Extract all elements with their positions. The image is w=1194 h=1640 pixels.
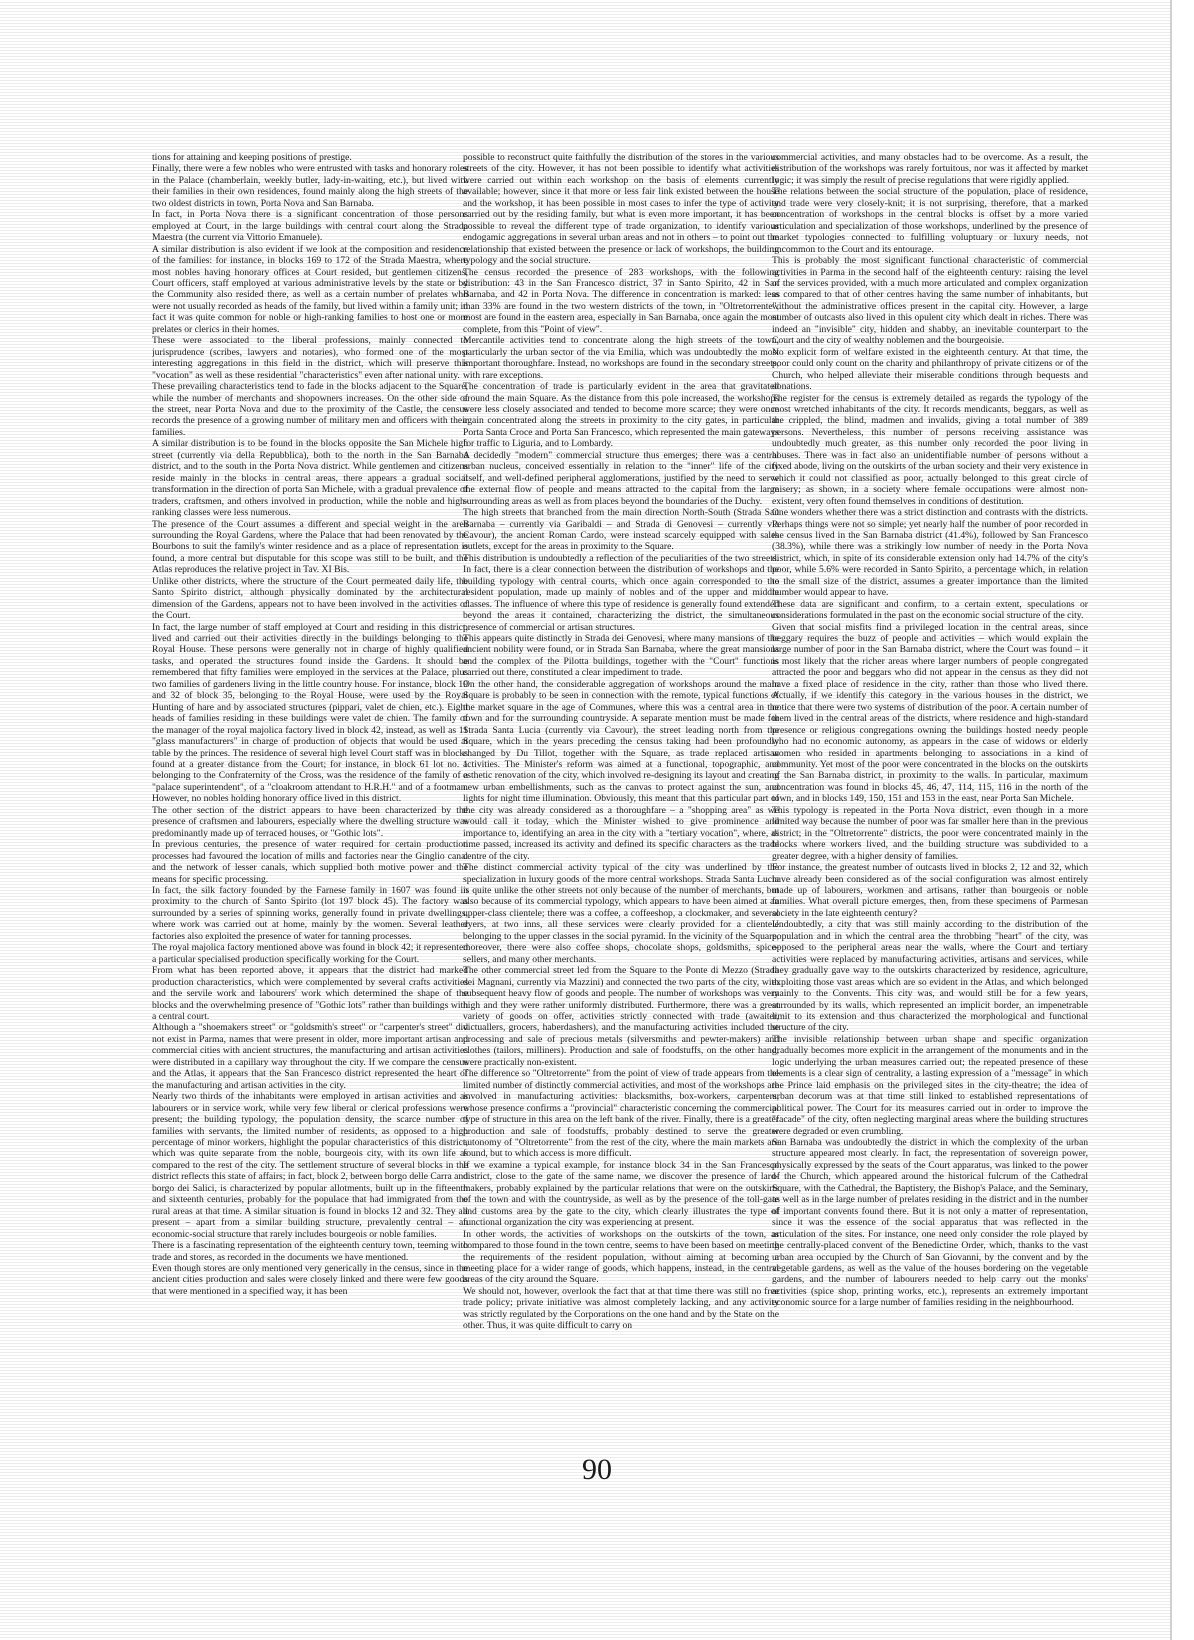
paragraph: This appears quite distinctly in Strada dei Genovesi, where many mansions of the ancient nobility were found, or in Strada San Barnaba, where the great mansions and the complex of the Pilotta buildings, together with the "Court" functions carried out there, constituted a clear impediment to trade. bbox=[463, 633, 779, 679]
paragraph: Even though stores are only mentioned very generically in the census, since in the ancient cities production and sales were closely linked and there were few goods that were mentioned in a specified way, it has been bbox=[152, 1262, 468, 1297]
paragraph: Undoubtedly, a city that was still mainly according to the distribution of the population and in which the central area the throbbing "heart" of the city, was opposed to the peripheral areas near the walls, where the Court and tertiary activities were replaced by manufacturing activities, artisans and services, while they gradually gave way to the outskirts characterized by residence, agriculture, exploiting those vast areas which are so evident in the Atlas, and which belonged mainly to the Convents. This city was, and would still be for a few years, surrounded by its walls, which represented an implicit border, an impenetrable limit to its extension and thus characterized the morphological and functional structure of the city. bbox=[772, 919, 1088, 1034]
paragraph: The other section of the district appears to have been characterized by the presence of craftsmen and labourers, especially where the dwelling structure was predominantly made up of terraced houses, or "Gothic lots". bbox=[152, 804, 468, 839]
paragraph: These data are significant and confirm, to a certain extent, speculations or considerations formulated in the past on the economic social structure of the city. bbox=[772, 598, 1088, 622]
paragraph: A similar distribution is also evident if we look at the composition and residence of the families: for instance, in blocks 169 to 172 of the Strada Maestra, where most nobles having honorary offices at Court resided, but gentlemen citizens, Court officers, staff employed at various administrative levels by the state or by the Community also resided there, as well as a certain number of prelates who were not usually recorded as heads of the family, but lived within a family unit; in fact it was quite common for noble or high-ranking families to host one or more prelates or clerics in their homes. bbox=[152, 243, 468, 335]
paragraph: A decidedly "modern" commercial structure thus emerges; there was a central urban nucleus, conceived essentially in relation to the "inner" life of the city itself, and well-defined peripheral agglomerations, justified by the need to serve the external flow of people and means attracted to the capital from the large surrounding areas as well as from places beyond the boundaries of the Duchy. bbox=[463, 449, 779, 507]
paragraph: A similar distribution is to be found in the blocks opposite the San Michele high street (currently via della Repubblica), both to the north in the San Barnaba district, and to the south in the Porta Nova district. While gentlemen and citizens reside mainly in the blocks in central areas, there appears a gradual social transformation in the direction of porta San Michele, with a gradual prevalence of traders, craftsmen, and others involved in production, while the noble and high-ranking classes were less numerous. bbox=[152, 438, 468, 519]
paragraph: This is probably the most significant functional characteristic of commercial activities in Parma in the second half of the eighteenth century: raising the level of the services provided, with a much more articulated and complex organization as compared to that of other centres having the same number of inhabitants, but without the administrative offices present in the capital city. However, a large number of outcasts also lived in this opulent city which dealt in riches. There was indeed an "invisible" city, hidden and shabby, an inevitable counterpart to the Court and the city of wealthy noblemen and the bourgeoisie. bbox=[772, 255, 1088, 347]
page-edge bbox=[1170, 0, 1194, 1640]
paragraph: In fact, in Porta Nova there is a significant concentration of those persons employed at Court, in the large buildings with central court along the Strada Maestra (the current via Vittorio Emanuele). bbox=[152, 209, 468, 244]
paragraph: One wonders whether there was a strict distinction and contrasts with the districts. Perhaps things were not so simple; yet nearly half the number of poor recorded in the census lived in the San Barnaba district (41.4%), followed by San Francesco (38.3%), while there was a strikingly low number of needy in the Porta Nova district, which, in spite of its considerable extension only had 14.7% of the city's poor, while 5.6% were recorded in Santo Spirito, a percentage which, in relation to the small size of the district, assumes a greater importance than the limited number would appear to have. bbox=[772, 507, 1088, 599]
paragraph: This typology is repeated in the Porta Nova district, even though in a more limited way because the number of poor was far smaller here than in the previous district; in the "Oltretorrente" districts, the poor were concentrated mainly in the blocks where workers lived, and the building structure was subdivided to a greater degree, with a higher density of families. bbox=[772, 804, 1088, 862]
paragraph: Given that social misfits find a privileged location in the central areas, since beggary requires the buzz of people and activities – which would explain the large number of poor in the San Barnaba district, where the Court was found – it is most likely that the richer areas where larger numbers of people congregated attracted the poor and beggars who did not appear in the census as they did not have a fixed place of residence in the city, rather than those who lived there. Actually, if we identify this category in the various houses in the district, we notice that there were two systems of distribution of the poor. A certain number of them lived in the central areas of the districts, where residence and high-standard presence or religious congregations owning the buildings hosted needy people who had no economic autonomy, as appears in the case of widows or elderly women who resided in apartments belonging to associations in a kind of community. Yet most of the poor were concentrated in the blocks on the outskirts of the San Barnaba district, in proximity to the walls. In particular, maximum concentration was found in blocks 45, 46, 47, 114, 115, 116 in the north of the town, and in blocks 149, 150, 151 and 153 in the east, near Porta San Michele. bbox=[772, 621, 1088, 805]
paragraph: San Barnaba was undoubtedly the district in which the complexity of the urban structure appeared most clearly. In fact, the representation of sovereign power, physically expressed by the seats of the Court apparatus, was linked to the power of the Church, which appeared around the historical fulcrum of the Cathedral Square, with the Cathedral, the Baptistery, the Bishop's Palace, and the Seminary, as well as in the large number of prelates residing in the district and in the number of important convents found there. But it is not only a matter of representation, since it was the essence of the social apparatus that was reflected in the articulation of the sites. For instance, one need only consider the role played by the centrally-placed convent of the Benedictine Order, which, thanks to the vast urban area occupied by the Church of San Giovanni, by the convent and by the vegetable gardens, as well as the value of the houses bordering on the vegetable gardens, and the number of labourers needed to help carry out the monks' activities (spice shop, printing works, etc.), represents an extremely important economic source for a large number of families residing in the neighbourhood. bbox=[772, 1136, 1088, 1309]
paragraph: The presence of the Court assumes a different and special weight in the area surrounding the Royal Gardens, where the Palace that had been renovated by the Bourbons to suit the family's winter residence and as a place of representation is found, a more central but disputable for this scope was still to be built, and the Atlas reproduces the relative project in Tav. XI Bis. bbox=[152, 518, 468, 576]
paragraph: Unlike other districts, where the structure of the Court permeated daily life, the Santo Spirito district, although physically dominated by the architectural dimension of the Gardens, appears not to have been involved in the activities of the Court. bbox=[152, 575, 468, 622]
paragraph: The invisible relationship between urban shape and specific organization gradually becomes more explicit in the arrangement of the monuments and in the logic underlying the urban measures carried out; the repeated presence of these elements is a clear sign of centrality, a lasting expression of a "message" in which the Prince laid emphasis on the privileged sites in the city-theatre; the idea of urban decorum was at that time still linked to established representations of political power. The Court for its measures carried out in order to improve the "facade" of the city, often neglecting marginal areas where the building structures were degraded or even crumbling. bbox=[772, 1033, 1088, 1137]
paragraph: The concentration of trade is particularly evident in the area that gravitated around the main Square. As the distance from this pole increased, the workshops were less closely associated and tended to become more scarce; they were once again concentrated along the streets in proximity to the city gates, in particular Porta Santa Croce and Porta San Francesco, which represented the main gateways for traffic to Liguria, and to Lombardy. bbox=[463, 381, 779, 450]
paragraph: Nearly two thirds of the inhabitants were employed in artisan activities and as labourers or in service work, while very few liberal or clerical professions were present; the building typology, the population density, the scarce number of families with servants, the limited number of residents, as opposed to a high percentage of minor workers, highlight the popular characteristics of this district, which was quite separate from the noble, bourgeois city, with its own life as compared to the rest of the city. The settlement structure of several blocks in the district reflects this state of affairs; in fact, block 2, between borgo delle Carra and borgo dei Salici, is characterized by popular allotments, built up in the fifteenth and sixteenth centuries, probably for the populace that had immigrated from the rural areas at that time. A similar situation is found in blocks 12 and 32. They all present – apart from a similar building structure, prevalently central – an economic-social structure that rarely includes bourgeois or noble families. bbox=[152, 1091, 468, 1240]
paragraph: We should not, however, overlook the fact that at that time there was still no free trade policy; private initiative was almost completely lacking, and any activity was strictly regulated by the Corporations on the one hand and by the State on the other. Thus, it was quite difficult to carry on bbox=[463, 1285, 779, 1332]
paragraph: There is a fascinating representation of the eighteenth century town, teeming with trade and stores, as recorded in the documents we have mentioned. bbox=[152, 1240, 468, 1263]
paragraph: On the other hand, the considerable aggregation of workshops around the main Square is probably to be seen in connection with the remote, typical functions of the market square in the age of Communes, where this was a central area in the town and for the surrounding countryside. A separate mention must be made for Strada Santa Lucia (currently via Cavour), the street leading north from the Square, which in the years preceding the census taking had been profoundly changed by Du Tillot, together with the Square, as trade replaced artisan activities. The Minister's reform was aimed at a functional, topographic, and esthetic renovation of the city, which involved re-designing its layout and creating new urban embellishments, such as the canvas to protect against the sun, and lights for night time illumination. Obviously, this meant that this particular part of the city was already considered as a thoroughfare – a "shopping area" as we would call it today, which the Minister wished to give prominence and importance to, identifying an area in the city with a "tertiary vocation", where, as time passed, increased its activity and defined its specific characters as the trade centre of the city. bbox=[463, 678, 779, 862]
paragraph: Mercantile activities tend to concentrate along the high streets of the town, particularly the urban sector of the via Emilia, which was undoubtedly the most important thoroughfare. Instead, no workshops are found in the secondary streets, with rare exceptions. bbox=[463, 335, 779, 381]
paragraph: The register for the census is extremely detailed as regards the typology of the most wretched inhabitants of the city. It records mendicants, beggars, as well as the crippled, the blind, madmen and invalids, giving a total number of 389 persons. Nevertheless, this number of persons receiving assistance was undoubtedly much greater, as this number only recorded the poor living in houses. There was in fact also an unidentifiable number of persons without a fixed abode, living on the outskirts of the urban society and their very existence in which it could not classified as poor, actually belonged to this great circle of misery; as shown, in a society where female occupations were almost non-existent, very often found themselves in conditions of destitution. bbox=[772, 392, 1088, 507]
paragraph: tions for attaining and keeping positions of prestige. bbox=[152, 152, 352, 163]
paragraph: These prevailing characteristics tend to fade in the blocks adjacent to the Square, while the number of merchants and shopowners increases. On the other side of the street, near Porta Nova and due to the proximity of the Castle, the census records the presence of a growing number of military men and officers with their families. bbox=[152, 381, 468, 438]
paragraph: This distribution is undoubtedly a reflection of the peculiarities of the two streets. In fact, there is a clear connection between the distribution of workshops and the building typology with central courts, which once again corresponded to the resident population, made up mainly of nobles and of the upper and middle classes. The influence of where this type of residence is generally found extended beyond the areas it contained, characterizing the district, the simultaneous presence of commercial or artisan structures. bbox=[463, 552, 779, 633]
paragraph: In previous centuries, the presence of water required for certain production processes had favoured the location of mills and factories near the Ginglio canal and the network of lesser canals, which supplied both motive power and the means for specific processing. bbox=[152, 839, 468, 885]
paragraph: From what has been reported above, it appears that the district had marked production characteristics, which were complemented by several crafts activities and the servile work and labourers' work which determined the shape of the blocks and the overwhelming presence of "Gothic lots" rather than buildings with a central court. bbox=[152, 965, 468, 1022]
paragraph: The census recorded the presence of 283 workshops, with the following distribution: 43 in the San Francesco district, 37 in Santo Spirito, 42 in San Barnaba, and 42 in Porta Nova. The difference in concentration is marked: less than 33% are found in the two western districts of the town, in "Oltretorrente", most are found in the eastern area, especially in San Barnaba, once again the most complete, from this "Point of view". bbox=[463, 266, 779, 335]
paragraph: These were associated to the liberal professions, mainly connected to jurisprudence (scribes, lawyers and notaries), who formed one of the most interesting aggregations in this field in the district, which will preserve this "vocation" as well as these residential "characteristics" even after national unity. bbox=[152, 335, 468, 381]
paragraph: possible to reconstruct quite faithfully the distribution of the stores in the various streets of the city. However, it has not been possible to identify what activities were carried out within each workshop on the basis of elements currently available; however, since it that more or less fair link existed between the house and the workshop, it has been possible in most cases to infer the type of activity carried out by the residing family, but what is even more important, it has been possible to reveal the different type of trade organization, to identify various endogamic aggregations in several urban areas and not in others – to point out the relationship that existed between the presence or lack of workshops, the building typology and the social structure. bbox=[463, 152, 779, 267]
paragraph: If we examine a typical example, for instance block 34 in the San Francesco district, close to the gate of the same name, we discover the presence of lard-makers, probably explained by the particular relations that were on the outskirts of the town and with the countryside, as well as by the presence of the toll-gate and customs area by the gate to the city, which clearly illustrates the type of functional organization the city was experiencing at present. bbox=[463, 1159, 779, 1229]
paragraph: In other words, the activities of workshops on the outskirts of the town, as compared to those found in the town centre, seems to have been based on meeting the requirements of the resident population, without aiming at becoming a meeting place for a wider range of goods, which happens, instead, in the central areas of the city around the Square. bbox=[463, 1228, 779, 1286]
text-column-left bbox=[152, 152, 468, 1424]
paragraph: The difference so "Oltretorrente" from the point of view of trade appears from the limited number of distinctly commercial activities, and most of the workshops are involved in manufacturing activities: blacksmiths, box-workers, carpenters, whose presence confirms a "provincial" characteristic concerning the commercial type of structure in this area on the left bank of the river. Finally, there is a greater production and sale of foodstuffs, probably destined to serve the greater autonomy of "Oltretorrente" from the rest of the city, where the main markets are found, but to which access is more difficult. bbox=[463, 1068, 779, 1160]
paragraph: The relations between the social structure of the population, place of residence, and trade were very closely-knit; it is not surprising, therefore, that a marked concentration of workshops in the central blocks is offset by a more varied articulation and specialization of those workshops, underlined by the presence of market typologies connected to fulfilling voluptuary or luxury needs, not uncommon to the Court and its entourage. bbox=[772, 186, 1088, 255]
paragraph: commercial activities, and many obstacles had to be overcome. As a result, the distribution of the workshops was rarely fortuitous, nor was it affected by market logic; it was simply the result of precise regulations that were rigidly applied. bbox=[772, 152, 1088, 186]
paragraph: Although a "shoemakers street" or "goldsmith's street" or "carpenter's street" did not exist in Parma, names that were present in older, more important artisan and commercial cities with ancient structures, the manufacturing and artisan activities were distributed in a capillary way throughout the city. If we compare the census and the Atlas, it appears that the San Francesco district represented the heart of the manufacturing and artisan activities in the city. bbox=[152, 1022, 468, 1091]
paragraph: In fact, the large number of staff employed at Court and residing in this district, lived and carried out their activities directly in the buildings belonging to the Royal House. These persons were generally not in charge of highly qualified tasks, and operated the structures found inside the Gardens. It should be remembered that fifty families were employed in the services at the Palace, plus two families of gardeners living in the little country house. For instance, block 19 and 32 of block 35, belonging to the Royal House, were used by the Royal Hunting of hare and by associated structures (pippari, valet de chien, etc.). Eight heads of families residing in these buildings were valet de chien. The family of the manager of the royal majolica factory lived in block 42, instead, as well as 11 "glass manufacturers" in charge of production of objects that would be used at table by the princes. The residence of several high level Court staff was in blocks found at a greater distance from the Court; for instance, in block 61 lot no. 1 belonging to the Confraternity of the Cross, was the residence of the family of a "palace superintendent", of a "cloakroom attendant to H.R.H." and of a footman. However, no nobles holding honorary office lived in this district. bbox=[152, 621, 468, 805]
text-column-right bbox=[772, 152, 1088, 1424]
paragraph: No explicit form of welfare existed in the eighteenth century. At that time, the poor could only count on the charity and philanthropy of private citizens or of the Church, who helped alleviate their miserable conditions through bequests and donations. bbox=[772, 346, 1088, 393]
paragraph: The royal majolica factory mentioned above was found in block 42; it represented a particular specialised production specifically working for the Court. bbox=[152, 942, 468, 965]
paragraph: In fact, the silk factory founded by the Farnese family in 1607 was found in proximity to the church of Santo Spirito (lot 197 block 45). The factory was surrounded by a series of spinning works, generally found in private dwellings, where work was carried out at home, mainly by the women. Several leather factories also exploited the presence of water for tanning processes. bbox=[152, 885, 468, 942]
paragraph: Finally, there were a few nobles who were entrusted with tasks and honorary roles in the Palace (chamberlain, weekly butler, lady-in-waiting, etc.), but lived with their families in their own residences, found mainly along the high streets of the two oldest districts in town, Porta Nova and San Barnaba. bbox=[152, 163, 468, 209]
paragraph: The high streets that branched from the main direction North-South (Strada San Barnaba – currently via Garibaldi – and Strada di Genovesi – currently via Cavour), the ancient Roman Cardo, were instead scarcely equipped with sales outlets, except for the areas in proximity to the Square. bbox=[463, 507, 779, 553]
paragraph: For instance, the greatest number of outcasts lived in blocks 2, 12 and 32, which have already been considered as of the social configuration was almost entirely made up of labourers, workmen and artisans, rather than bourgeois or noble families. What overall picture emerges, then, from these specimens of Parmesan society in the late eighteenth century? bbox=[772, 862, 1088, 919]
paragraph: The distinct commercial activity typical of the city was underlined by the specialization in luxury goods of the more central workshops. Strada Santa Lucia is quite unlike the other streets not only because of the number of merchants, but also because of its commercial typology, which appears to have been aimed at an upper-class clientele; there was a coffee, a coffeeshop, a clockmaker, and several dyers, at two inns, all these services were clearly provided for a clientele belonging to the upper classes in the social pyramid. In the vicinity of the Square, moreover, there were also coffee shops, chocolate shops, goldsmiths, spice-sellers, and many other merchants. bbox=[463, 862, 779, 965]
text-column-middle bbox=[463, 152, 779, 1424]
page-number: 90 bbox=[582, 1453, 612, 1486]
paragraph: The other commercial street led from the Square to the Ponte di Mezzo (Strada dei Magnani, currently via Mazzini) and connected the two parts of the city, with subsequent heavy flow of goods and people. The number of workshops was very high and they were rather uniformly distributed. Furthermore, there was a great variety of goods on offer, activities strictly connected with trade (awaiter, victuallers, grocers, haberdashers), and the manufacturing activities included the processing and sale of precious metals (silversmiths and pewter-makers) and clothes (tailors, milliners). Production and sale of foodstuffs, on the other hand, were practically non-existent. bbox=[463, 965, 779, 1068]
